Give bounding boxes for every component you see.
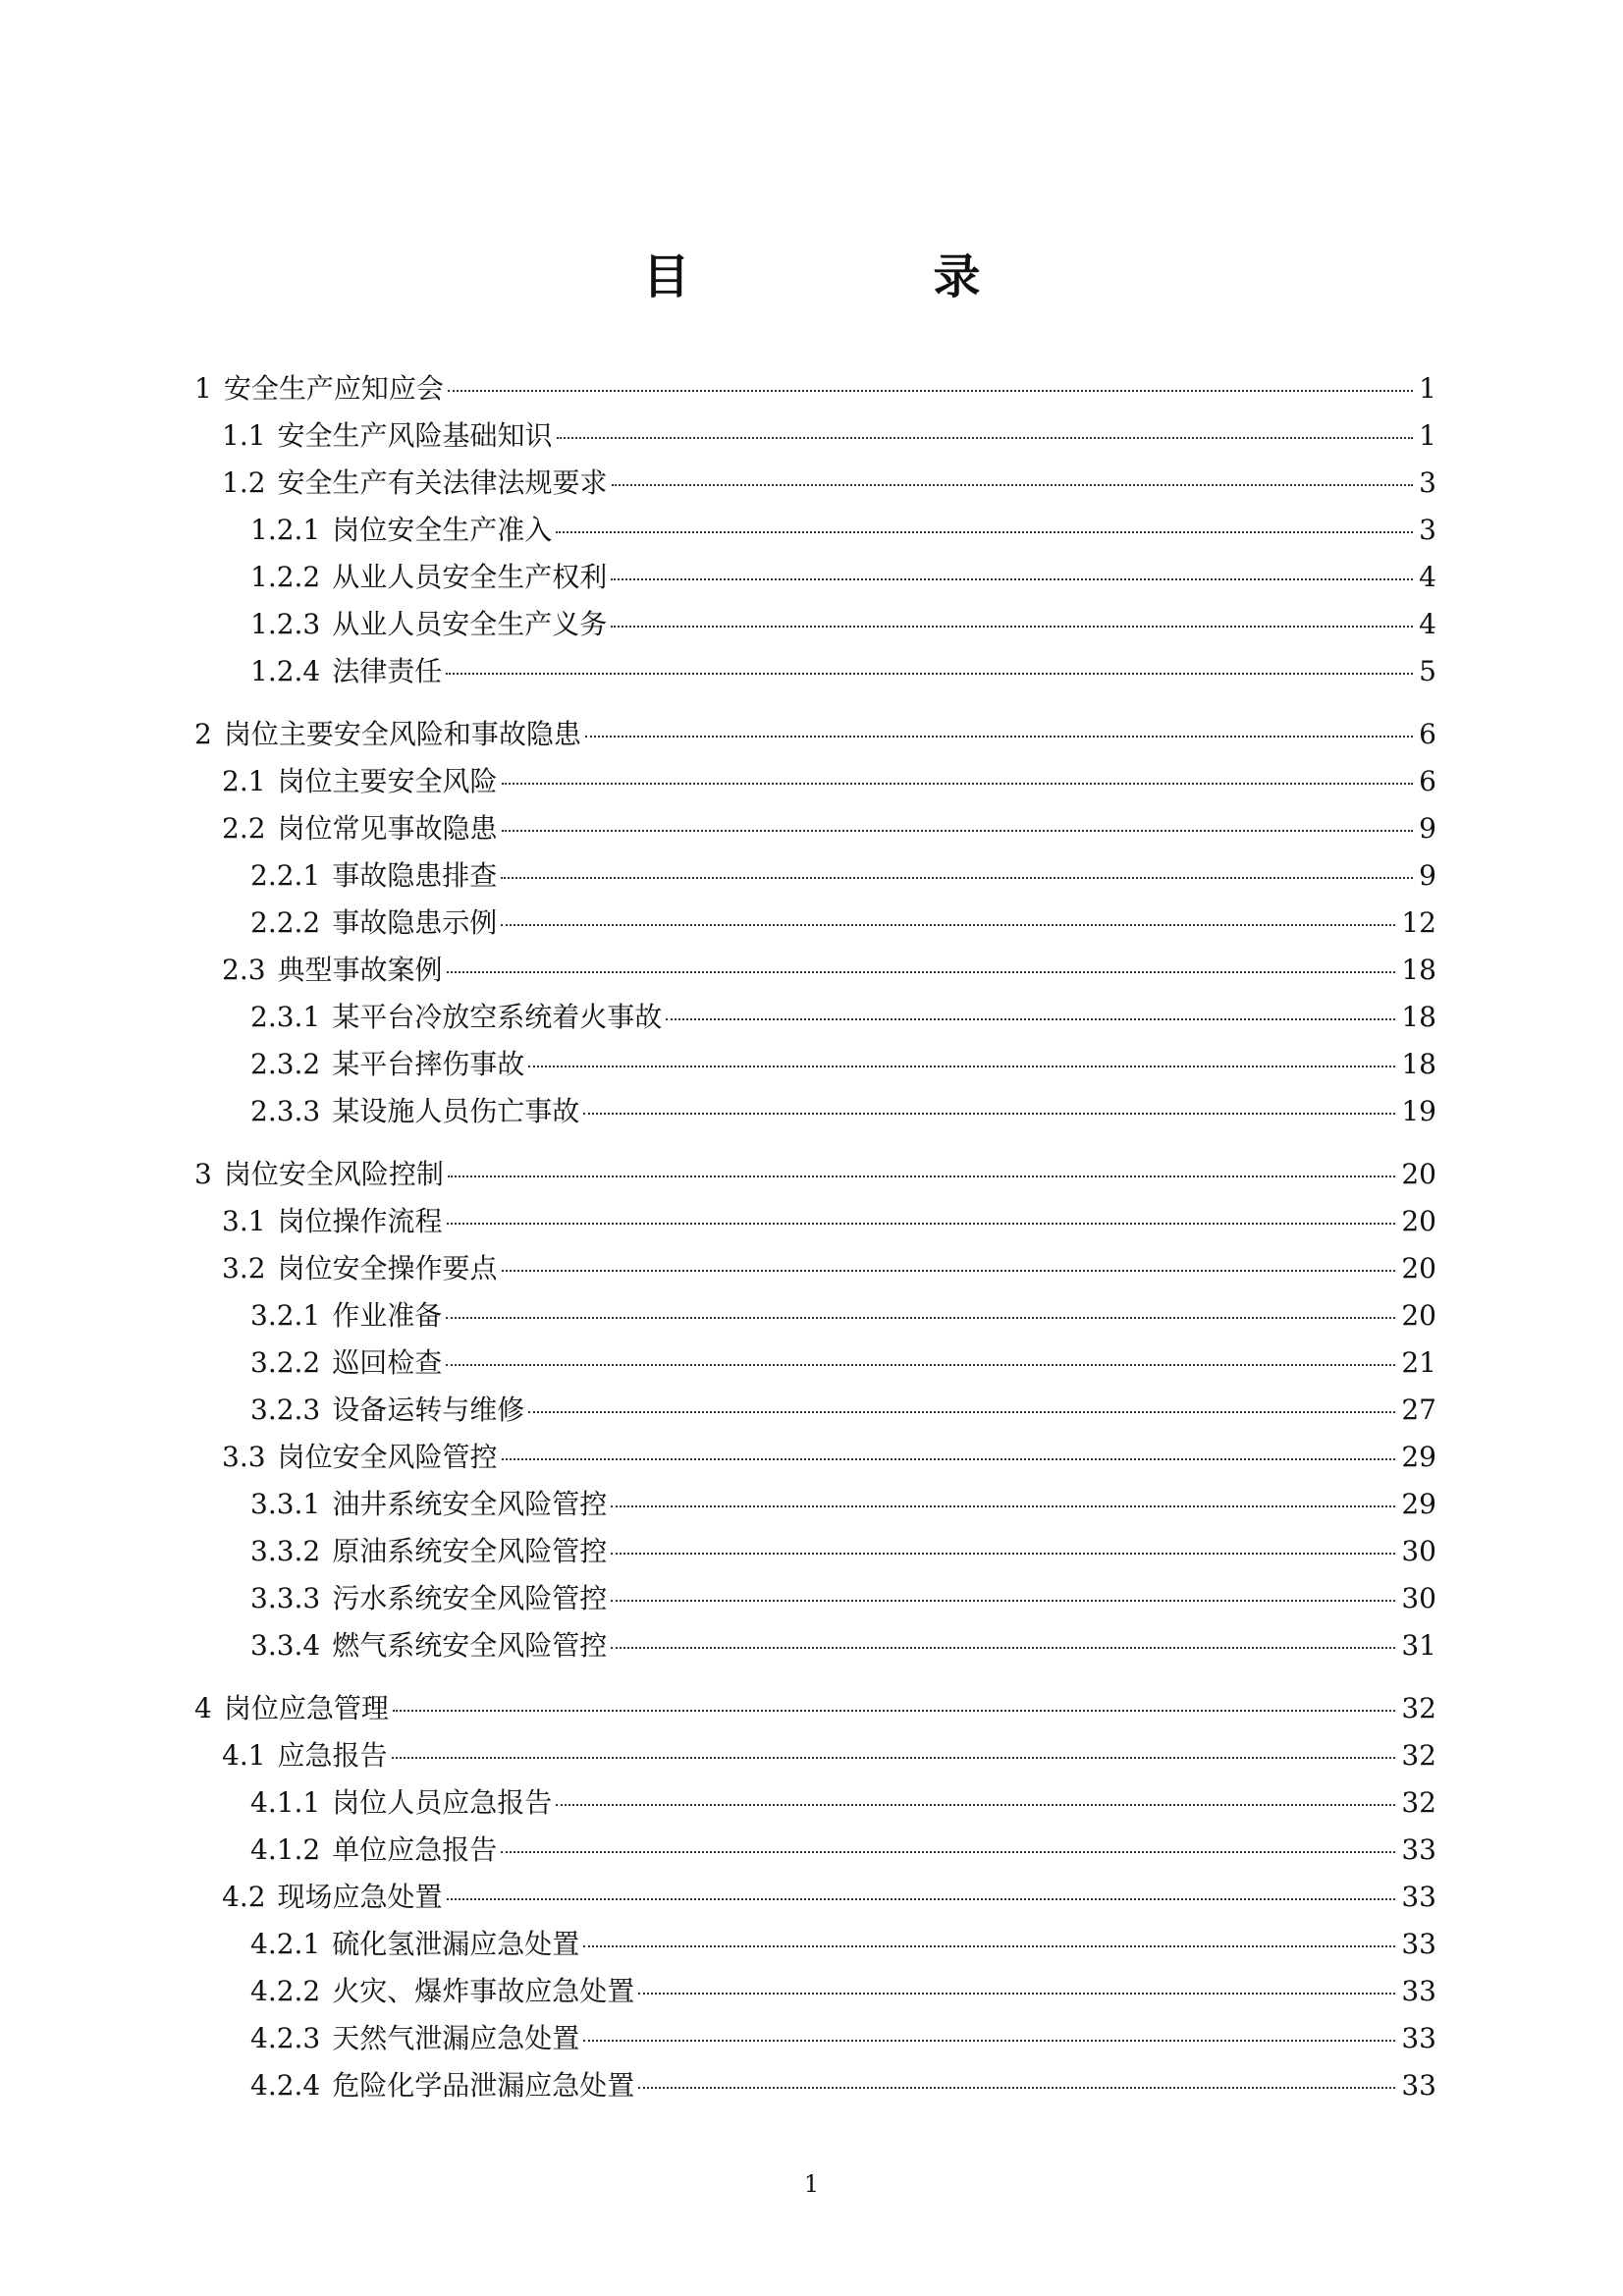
toc-dot-leader — [528, 1411, 1395, 1413]
toc-entry-page-number: 33 — [1401, 1881, 1436, 1913]
toc-entry[interactable] — [194, 554, 1436, 601]
toc-entry-number: 3.3.3 — [250, 1582, 321, 1614]
toc-entry-number: 2.3.3 — [250, 1095, 321, 1127]
toc-entry-page-number: 1 — [1419, 419, 1436, 452]
footer-page-number: 1 — [803, 2170, 820, 2198]
toc-entry-number: 1.2.3 — [250, 608, 321, 640]
toc-entry-number: 4.2.3 — [250, 2022, 321, 2054]
toc-entry-number: 3.3.2 — [250, 1535, 321, 1567]
toc-entry-title: 设备运转与维修 — [332, 1394, 525, 1426]
toc-entry[interactable] — [194, 947, 1436, 994]
toc-entry-page-number: 4 — [1419, 608, 1436, 640]
toc-entry[interactable] — [194, 1041, 1436, 1088]
toc-entry-page-number: 33 — [1401, 1928, 1436, 1960]
toc-entry-title: 安全生产应知应会 — [223, 372, 444, 405]
toc-entry-page-number: 29 — [1401, 1441, 1436, 1473]
toc-dot-leader — [502, 1458, 1396, 1460]
toc-entry[interactable] — [194, 1685, 1436, 1732]
toc-entry-number: 4.2 — [222, 1881, 266, 1913]
toc-entry-number: 3.3.4 — [250, 1629, 321, 1662]
toc-dot-leader — [638, 2087, 1395, 2089]
toc-entry[interactable] — [194, 1339, 1436, 1387]
toc-entry[interactable] — [194, 1292, 1436, 1339]
toc-entry[interactable] — [194, 1622, 1436, 1669]
toc-entry-page-number: 4 — [1419, 561, 1436, 593]
toc-dot-leader — [611, 1600, 1395, 1602]
toc-dot-leader — [583, 1945, 1395, 1947]
toc-entry-title: 岗位常见事故隐患 — [277, 812, 498, 845]
toc-entry-number: 2.1 — [222, 765, 266, 797]
toc-dot-leader — [501, 924, 1395, 926]
toc-entry-number: 4.2.1 — [250, 1928, 321, 1960]
toc-entry-page-number: 31 — [1401, 1629, 1436, 1662]
toc-entry-page-number: 32 — [1401, 1739, 1436, 1772]
toc-entry-number: 4 — [194, 1692, 212, 1724]
toc-entry-page-number: 1 — [1419, 372, 1436, 405]
toc-entry[interactable] — [194, 601, 1436, 648]
toc-entry-number: 2.3.2 — [250, 1048, 321, 1080]
toc-entry-number: 2.3.1 — [250, 1001, 321, 1033]
toc-entry-number: 4.1.2 — [250, 1833, 321, 1866]
toc-entry-page-number: 6 — [1419, 718, 1436, 750]
toc-entry-page-number: 30 — [1401, 1582, 1436, 1614]
toc-entry-title: 岗位安全风险控制 — [223, 1158, 444, 1190]
toc-entry-title: 现场应急处置 — [277, 1881, 443, 1913]
toc-entry[interactable] — [194, 1481, 1436, 1528]
toc-entry-number: 3.3.1 — [250, 1488, 321, 1520]
toc-entry-number: 2.2.2 — [250, 906, 321, 939]
toc-entry[interactable] — [194, 805, 1436, 852]
toc-entry-title: 岗位安全风险管控 — [277, 1441, 498, 1473]
toc-entry-title: 燃气系统安全风险管控 — [332, 1629, 608, 1662]
toc-entry[interactable] — [194, 1921, 1436, 1968]
toc-entry-page-number: 9 — [1419, 812, 1436, 845]
toc-entry-page-number: 33 — [1401, 1833, 1436, 1866]
toc-entry[interactable] — [194, 365, 1436, 412]
toc-dot-leader — [447, 1223, 1396, 1225]
toc-entry[interactable] — [194, 507, 1436, 554]
toc-entry-number: 4.1.1 — [250, 1786, 321, 1819]
toc-entry-number: 4.2.4 — [250, 2069, 321, 2102]
toc-entry-number: 3.1 — [222, 1205, 266, 1237]
toc-entry[interactable] — [194, 1387, 1436, 1434]
toc-entry[interactable] — [194, 852, 1436, 900]
toc-dot-leader — [666, 1018, 1395, 1020]
toc-entry[interactable] — [194, 1874, 1436, 1921]
toc-chapter-group — [194, 1151, 1436, 1669]
toc-entry[interactable] — [194, 1528, 1436, 1575]
toc-entry-page-number: 3 — [1419, 466, 1436, 499]
toc-dot-leader — [585, 736, 1413, 738]
toc-entry-page-number: 18 — [1401, 1001, 1436, 1033]
toc-entry[interactable] — [194, 460, 1436, 507]
toc-entry[interactable] — [194, 1151, 1436, 1198]
toc-entry[interactable] — [194, 1575, 1436, 1622]
toc-entry[interactable] — [194, 900, 1436, 947]
toc-entry-title: 岗位应急管理 — [223, 1692, 389, 1724]
toc-entry-number: 3 — [194, 1158, 212, 1190]
toc-entry-title: 法律责任 — [332, 655, 443, 687]
toc-dot-leader — [446, 1317, 1395, 1319]
toc-entry[interactable] — [194, 648, 1436, 695]
toc-dot-leader — [448, 390, 1413, 392]
toc-entry-page-number: 19 — [1401, 1095, 1436, 1127]
toc-entry[interactable] — [194, 994, 1436, 1041]
toc-entry-number: 3.3 — [222, 1441, 266, 1473]
toc-entry[interactable] — [194, 2062, 1436, 2109]
toc-entry-title: 岗位操作流程 — [277, 1205, 443, 1237]
toc-entry-page-number: 5 — [1419, 655, 1436, 687]
toc-entry[interactable] — [194, 1434, 1436, 1481]
toc-entry-title: 岗位安全生产准入 — [332, 514, 553, 546]
toc-entry-page-number: 32 — [1401, 1786, 1436, 1819]
toc-dot-leader — [556, 531, 1413, 533]
toc-entry[interactable] — [194, 1732, 1436, 1779]
toc-entry-number: 1.1 — [222, 419, 266, 452]
toc-entry-page-number: 12 — [1401, 906, 1436, 939]
toc-chapter-group — [194, 711, 1436, 1135]
toc-dot-leader — [393, 1710, 1396, 1712]
toc-entry[interactable] — [194, 1198, 1436, 1245]
toc-dot-leader — [446, 1364, 1395, 1366]
toc-entry[interactable] — [194, 711, 1436, 758]
toc-dot-leader — [638, 1993, 1395, 1995]
toc-entry-page-number: 20 — [1401, 1158, 1436, 1190]
toc-entry-title: 应急报告 — [277, 1739, 388, 1772]
toc-entry-page-number: 33 — [1401, 2022, 1436, 2054]
toc-entry-number: 2.2 — [222, 812, 266, 845]
toc-entry[interactable] — [194, 2015, 1436, 2062]
toc-entry-page-number: 3 — [1419, 514, 1436, 546]
toc-entry-number: 4.1 — [222, 1739, 266, 1772]
toc-entry-page-number: 21 — [1401, 1346, 1436, 1379]
toc-entry-title: 天然气泄漏应急处置 — [332, 2022, 580, 2054]
toc-entry[interactable] — [194, 758, 1436, 805]
toc-entry-number: 2.2.1 — [250, 859, 321, 892]
toc-dot-leader — [583, 1113, 1395, 1115]
toc-entry-title: 巡回检查 — [332, 1346, 443, 1379]
toc-entry-title: 事故隐患排查 — [332, 859, 498, 892]
toc-entry-page-number: 27 — [1401, 1394, 1436, 1426]
toc-entry-page-number: 20 — [1401, 1299, 1436, 1332]
toc-entry-page-number: 20 — [1401, 1252, 1436, 1285]
toc-chapter-group — [194, 1685, 1436, 2109]
toc-entry[interactable] — [194, 1245, 1436, 1292]
toc-entry-number: 1.2.4 — [250, 655, 321, 687]
toc-entry-title: 岗位主要安全风险 — [277, 765, 498, 797]
toc-entry-title: 从业人员安全生产权利 — [332, 561, 608, 593]
toc-entry-title: 岗位主要安全风险和事故隐患 — [223, 718, 581, 750]
toc-entry-title: 岗位人员应急报告 — [332, 1786, 553, 1819]
toc-entry[interactable] — [194, 1779, 1436, 1827]
toc-entry-page-number: 9 — [1419, 859, 1436, 892]
toc-entry-page-number: 18 — [1401, 954, 1436, 986]
toc-dot-leader — [611, 626, 1413, 628]
toc-entry-number: 1.2 — [222, 466, 266, 499]
toc-dot-leader — [612, 484, 1414, 486]
toc-entry-number: 3.2.1 — [250, 1299, 321, 1332]
toc-dot-leader — [611, 578, 1413, 580]
page-title: 目 录 — [642, 249, 1079, 304]
toc-dot-leader — [447, 971, 1396, 973]
toc-entry[interactable] — [194, 1968, 1436, 2015]
toc-dot-leader — [501, 877, 1413, 879]
toc-entry-title: 安全生产有关法律法规要求 — [277, 466, 608, 499]
toc-entry-title: 硫化氢泄漏应急处置 — [332, 1928, 580, 1960]
toc-entry-title: 事故隐患示例 — [332, 906, 498, 939]
toc-entry-title: 岗位安全操作要点 — [277, 1252, 498, 1285]
toc-dot-leader — [447, 1898, 1396, 1900]
toc-entry-number: 3.2.2 — [250, 1346, 321, 1379]
toc-entry-number: 3.2.3 — [250, 1394, 321, 1426]
toc-entry-title: 危险化学品泄漏应急处置 — [332, 2069, 635, 2102]
toc-entry[interactable] — [194, 1088, 1436, 1135]
toc-entry-title: 某设施人员伤亡事故 — [332, 1095, 580, 1127]
toc-entry-title: 某平台摔伤事故 — [332, 1048, 525, 1080]
toc-entry-title: 原油系统安全风险管控 — [332, 1535, 608, 1567]
toc-entry-number: 1.2.1 — [250, 514, 321, 546]
toc-entry-page-number: 20 — [1401, 1205, 1436, 1237]
toc-entry-number: 3.2 — [222, 1252, 266, 1285]
toc-entry-title: 火灾、爆炸事故应急处置 — [332, 1975, 635, 2007]
toc-entry-page-number: 33 — [1401, 1975, 1436, 2007]
toc-entry[interactable] — [194, 1827, 1436, 1874]
toc-dot-leader — [502, 830, 1414, 832]
toc-entry-title: 油井系统安全风险管控 — [332, 1488, 608, 1520]
toc-entry-page-number: 33 — [1401, 2069, 1436, 2102]
toc-entry-number: 2 — [194, 718, 212, 750]
toc-entry-title: 作业准备 — [332, 1299, 443, 1332]
toc-chapter-group — [194, 365, 1436, 695]
toc-entry-number: 4.2.2 — [250, 1975, 321, 2007]
toc-dot-leader — [556, 1804, 1395, 1806]
toc-dot-leader — [502, 1270, 1396, 1272]
toc-entry-page-number: 32 — [1401, 1692, 1436, 1724]
toc-dot-leader — [392, 1757, 1396, 1759]
toc-entry-title: 安全生产风险基础知识 — [277, 419, 553, 452]
toc-entry-title: 污水系统安全风险管控 — [332, 1582, 608, 1614]
toc-entry-page-number: 6 — [1419, 765, 1436, 797]
toc-dot-leader — [557, 437, 1414, 439]
toc-dot-leader — [501, 1851, 1395, 1853]
toc-dot-leader — [528, 1066, 1395, 1067]
toc-entry-title: 典型事故案例 — [277, 954, 443, 986]
toc-dot-leader — [611, 1553, 1395, 1555]
toc-entry-title: 某平台冷放空系统着火事故 — [332, 1001, 663, 1033]
toc-dot-leader — [446, 673, 1413, 675]
toc-entry-page-number: 18 — [1401, 1048, 1436, 1080]
table-of-contents — [194, 365, 1436, 2109]
toc-entry-number: 1 — [194, 372, 212, 405]
toc-entry-number: 1.2.2 — [250, 561, 321, 593]
toc-entry-title: 从业人员安全生产义务 — [332, 608, 608, 640]
toc-entry-title: 单位应急报告 — [332, 1833, 498, 1866]
toc-entry-page-number: 29 — [1401, 1488, 1436, 1520]
toc-entry-number: 2.3 — [222, 954, 266, 986]
toc-dot-leader — [448, 1175, 1396, 1177]
toc-dot-leader — [611, 1505, 1395, 1507]
toc-dot-leader — [502, 783, 1414, 785]
toc-dot-leader — [583, 2040, 1395, 2042]
toc-entry[interactable] — [194, 412, 1436, 460]
toc-dot-leader — [611, 1647, 1395, 1649]
toc-entry-page-number: 30 — [1401, 1535, 1436, 1567]
